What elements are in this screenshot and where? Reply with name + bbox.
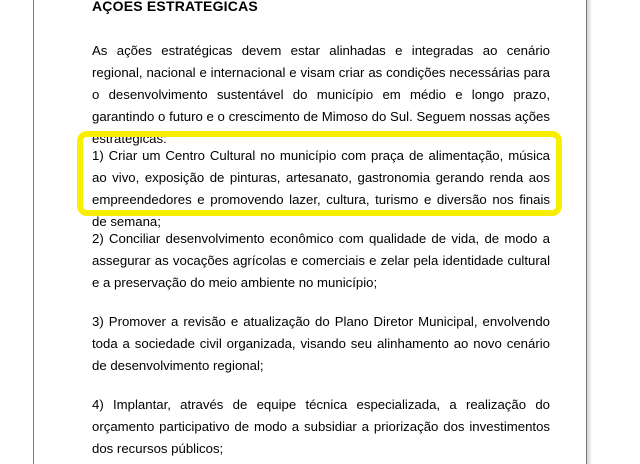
action-item-4: 4) Implantar, através de equipe técnica especializada, a realização do orçamento participativo de modo a subsidiar a priorização dos investimentos dos recursos públicos; — [92, 397, 550, 456]
action-item-1: 1) Criar um Centro Cultural no município com praça de alimentação, música ao vivo, exposição de pinturas, artesanato, gastronomia gerando renda aos empreendedores e promovendo lazer, cultura, turismo e diversão nos finais de semana; — [92, 148, 550, 229]
action-item-2: 2) Conciliar desenvolvimento econômico com qualidade de vida, de modo a assegurar as vocações agrícolas e comerciais e zelar pela identidade cultural e a preservação do meio ambiente no município; — [92, 231, 550, 290]
intro-paragraph: As ações estratégicas devem estar alinhadas e integradas ao cenário regional, nacional e internacional e visam criar as condições necessárias para o desenvolvimento sustentável do município em médio e longo prazo, garantindo o futuro e o crescimento de Mimoso do Sul. Seguem nossas ações estratégicas: — [92, 43, 550, 146]
action-item-3: 3) Promover a revisão e atualização do Plano Diretor Municipal, envolvendo toda a sociedade civil organizada, visando seu alinhamento ao novo cenário de desenvolvimento regional; — [92, 314, 550, 373]
section-heading: AÇOES ESTRATEGICAS — [92, 0, 258, 14]
highlight-box — [77, 131, 562, 216]
page-left-border — [33, 0, 34, 464]
page-shadow — [587, 0, 592, 464]
